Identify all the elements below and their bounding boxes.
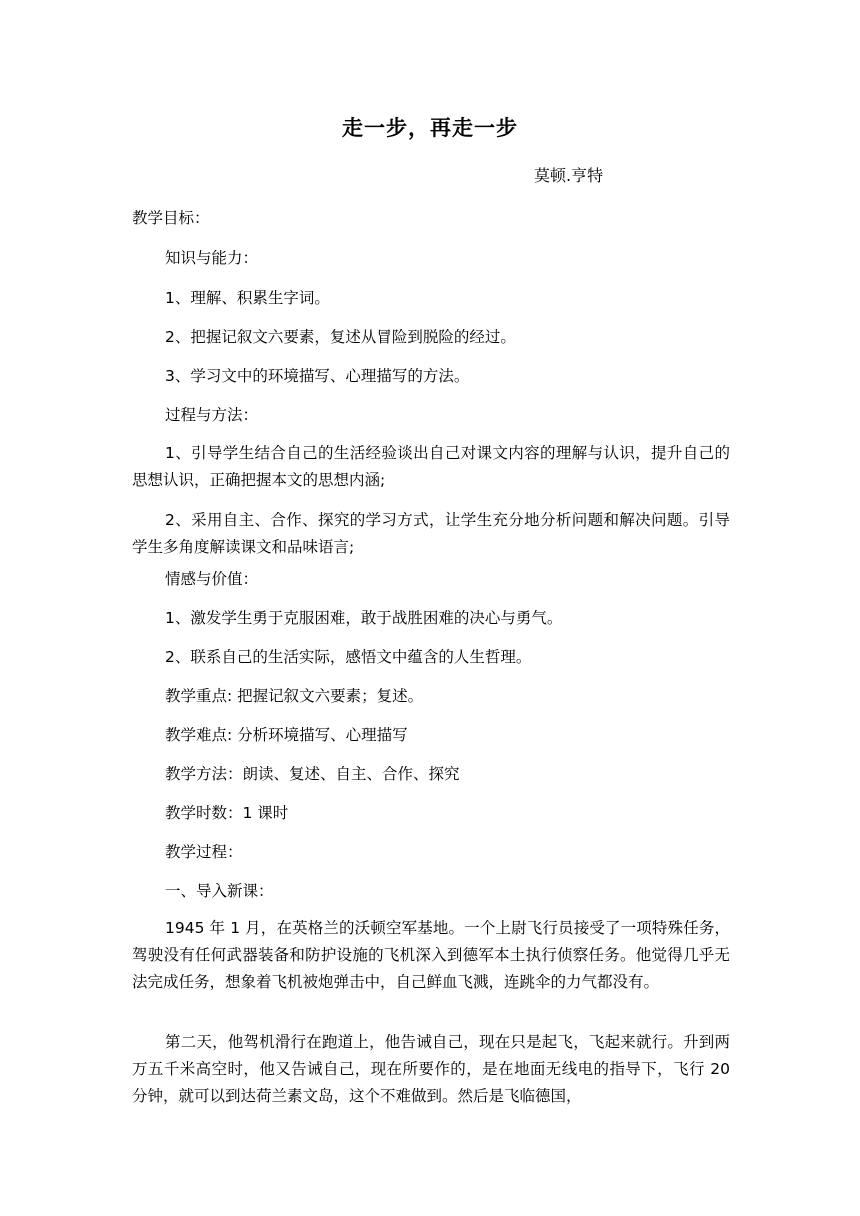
- subheading-knowledge-ability: 知识与能力：: [165, 249, 259, 267]
- list-item: 1、激发学生勇于克服困难，敢于战胜困难的决心与勇气。: [165, 609, 563, 627]
- story-paragraph: 1945 年 1 月，在英格兰的沃顿空军基地。一个上尉飞行员接受了一项特殊任务，驾驶没有任何武器装备和防护设施的飞机深入到德军本土执行侦察任务。他觉得几乎无法完成任务，想象着飞机被炮弹击中，自己鲜血飞溅，连跳伞的力气都没有。: [132, 919, 730, 991]
- document-author: 莫顿.亨特: [534, 166, 604, 185]
- intro-heading: 一、导入新课：: [165, 882, 274, 900]
- list-item: 2、采用自主、合作、探究的学习方式，让学生充分地分析问题和解决问题。引导学生多角度解读课文和品味语言;: [132, 511, 730, 556]
- list-item: 2、把握记叙文六要素，复述从冒险到脱险的经过。: [165, 328, 516, 346]
- document-title: 走一步，再走一步: [342, 116, 518, 140]
- list-item: 1、引导学生结合自己的生活经验谈出自己对课文内容的理解与认识，提升自己的思想认识，正确把握本文的思想内涵;: [132, 444, 730, 489]
- teaching-process-heading: 教学过程：: [165, 843, 243, 861]
- section-heading-teaching-goals: 教学目标：: [132, 209, 210, 227]
- subheading-process-method: 过程与方法：: [165, 406, 259, 424]
- subheading-emotion-value: 情感与价值：: [165, 570, 259, 588]
- teaching-hours: 教学时数：1 课时: [165, 804, 289, 822]
- list-item: 3、学习文中的环境描写、心理描写的方法。: [165, 367, 470, 385]
- list-item: 1、理解、积累生字词。: [165, 289, 330, 307]
- teaching-method: 教学方法：朗读、复述、自主、合作、探究: [165, 765, 460, 783]
- teaching-key-point: 教学重点: 把握记叙文六要素；复述。: [165, 687, 424, 705]
- teaching-difficult-point: 教学难点: 分析环境描写、心理描写: [165, 726, 408, 744]
- list-item: 2、联系自己的生活实际，感悟文中蕴含的人生哲理。: [165, 648, 532, 666]
- story-paragraph: 第二天，他驾机滑行在跑道上，他告诫自己，现在只是起飞，飞起来就行。升到两万五千米高空时，他又告诫自己，现在所要作的，是在地面无线电的指导下，飞行 20 分钟，就可以到达荷兰素文岛，这个不难做到。然后是飞临德国，: [132, 1033, 730, 1105]
